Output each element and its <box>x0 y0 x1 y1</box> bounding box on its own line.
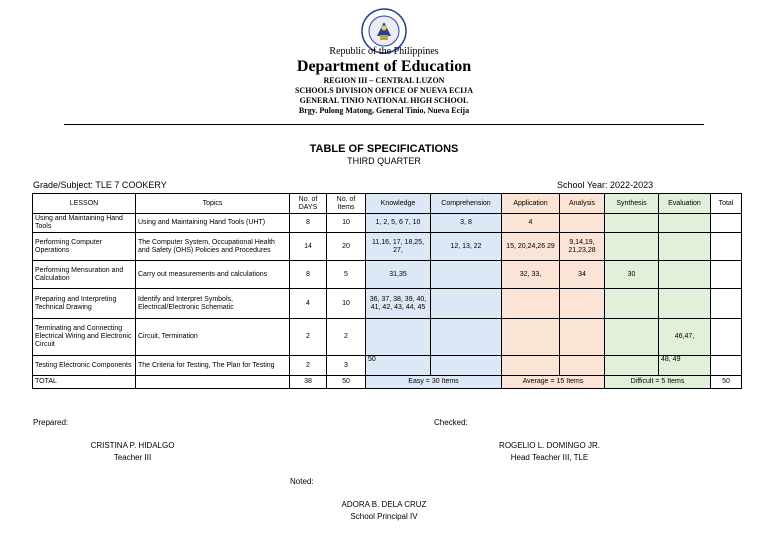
knowledge-cell: 50 <box>366 356 431 376</box>
col-header: Analysis <box>560 194 605 214</box>
checked-title: Head Teacher III, TLE <box>510 453 589 462</box>
easy-summary: Easy = 30 Items <box>366 376 502 389</box>
analysis-cell: 34 <box>560 261 605 289</box>
specifications-table <box>32 193 742 389</box>
col-header: Comprehension <box>431 194 502 214</box>
application-cell: 4 <box>502 214 560 233</box>
total-days: 38 <box>290 376 327 389</box>
days-cell: 8 <box>290 261 327 289</box>
difficult-summary: Difficult = 5 Items <box>605 376 711 389</box>
analysis-cell <box>560 356 605 376</box>
col-header: Synthesis <box>605 194 659 214</box>
comprehension-cell <box>431 356 502 376</box>
synthesis-cell <box>605 356 659 376</box>
topic-cell: The Computer System, Occupational Health and Safety (OHS) Policies and Procedures <box>136 233 290 261</box>
prepared-name: CRISTINA P. HIDALGO <box>90 441 175 450</box>
col-header: Topics <box>136 194 290 214</box>
synthesis-cell <box>605 319 659 356</box>
total-cell <box>711 319 742 356</box>
knowledge-cell: 1, 2, 5, 6 7, 10 <box>366 214 431 233</box>
evaluation-cell <box>659 233 711 261</box>
comprehension-cell: 12, 13, 22 <box>431 233 502 261</box>
days-cell: 4 <box>290 289 327 319</box>
application-cell <box>502 319 560 356</box>
items-cell: 20 <box>327 233 366 261</box>
table-row <box>33 319 742 356</box>
topic-cell: Circuit, Termination <box>136 319 290 356</box>
grand-total: 50 <box>711 376 742 389</box>
checked-name: ROGELIO L. DOMINGO JR. <box>499 441 600 450</box>
school-name: GENERAL TINIO NATIONAL HIGH SCHOOL <box>299 96 469 105</box>
total-row <box>33 376 742 389</box>
total-items: 50 <box>327 376 366 389</box>
evaluation-cell: 48, 49 <box>659 356 711 376</box>
application-cell: 32, 33, <box>502 261 560 289</box>
comprehension-cell: 3, 8 <box>431 214 502 233</box>
col-header: LESSON <box>33 194 136 214</box>
department-title: Department of Education <box>296 58 472 75</box>
analysis-cell <box>560 214 605 233</box>
application-cell <box>502 356 560 376</box>
lesson-cell: Preparing and Interpreting Technical Drawing <box>33 289 136 319</box>
topic-cell: Using and Maintaining Hand Tools (UHT) <box>136 214 290 233</box>
col-header: Knowledge <box>366 194 431 214</box>
total-cell <box>711 289 742 319</box>
checked-label: Checked: <box>434 418 468 427</box>
lesson-cell: Performing Computer Operations <box>33 233 136 261</box>
noted-title: School Principal IV <box>350 512 418 521</box>
table-row <box>33 233 742 261</box>
col-header: No. of DAYS <box>290 194 327 214</box>
republic-line: Republic of the Philippines <box>329 46 439 57</box>
average-summary: Average = 15 Items <box>502 376 605 389</box>
total-cell <box>711 261 742 289</box>
items-cell: 5 <box>327 261 366 289</box>
application-cell: 15, 20,24,26 29 <box>502 233 560 261</box>
knowledge-cell: 11,16, 17, 18,25, 27, <box>366 233 431 261</box>
items-cell: 3 <box>327 356 366 376</box>
total-topic-cell <box>136 376 290 389</box>
school-year: School Year: 2022-2023 <box>557 180 654 190</box>
table-row <box>33 289 742 319</box>
noted-name: ADORA B. DELA CRUZ <box>341 500 427 509</box>
grade-subject: Grade/Subject: TLE 7 COOKERY <box>33 180 167 190</box>
lesson-cell: Using and Maintaining Hand Tools <box>33 214 136 233</box>
prepared-title: Teacher III <box>113 453 152 462</box>
lesson-cell: Terminating and Connecting Electrical Wiring and Electronic Circuit <box>33 319 136 356</box>
col-header: No. of Items <box>327 194 366 214</box>
lesson-cell: Testing Electronic Components <box>33 356 136 376</box>
synthesis-cell <box>605 214 659 233</box>
table-row <box>33 214 742 233</box>
table-row <box>33 356 742 376</box>
header-divider <box>64 124 704 125</box>
division-line: SCHOOLS DIVISION OFFICE OF NUEVA ECIJA <box>294 86 474 95</box>
total-cell <box>711 356 742 376</box>
table-header-row <box>33 194 742 214</box>
application-cell <box>502 289 560 319</box>
items-cell: 2 <box>327 319 366 356</box>
analysis-cell <box>560 289 605 319</box>
total-label: TOTAL <box>33 376 136 389</box>
knowledge-cell: 31,35 <box>366 261 431 289</box>
evaluation-cell <box>659 289 711 319</box>
days-cell: 2 <box>290 356 327 376</box>
knowledge-cell: 36, 37, 38, 39, 40, 41, 42, 43, 44, 45 <box>366 289 431 319</box>
synthesis-cell: 30 <box>605 261 659 289</box>
evaluation-cell: 46,47, <box>659 319 711 356</box>
col-header: Total <box>711 194 742 214</box>
col-header: Application <box>502 194 560 214</box>
days-cell: 14 <box>290 233 327 261</box>
lesson-cell: Performing Mensuration and Calculation <box>33 261 136 289</box>
comprehension-cell <box>431 289 502 319</box>
days-cell: 2 <box>290 319 327 356</box>
prepared-label: Prepared: <box>33 418 69 427</box>
total-cell <box>711 214 742 233</box>
comprehension-cell <box>431 319 502 356</box>
analysis-cell: 9,14,19, 21,23,28 <box>560 233 605 261</box>
days-cell: 8 <box>290 214 327 233</box>
evaluation-cell <box>659 261 711 289</box>
total-cell <box>711 233 742 261</box>
region-line: REGION III – CENTRAL LUZON <box>323 76 445 85</box>
topic-cell: Identify and Interpret Symbols, Electrical/Electronic Schematic <box>136 289 290 319</box>
page-subtitle: THIRD QUARTER <box>347 156 421 166</box>
topic-cell: The Criteria for Testing, The Plan for Testing <box>136 356 290 376</box>
comprehension-cell <box>431 261 502 289</box>
evaluation-cell <box>659 214 711 233</box>
school-address: Brgy. Pulong Matong, General Tinio, Nueva Ecija <box>298 106 470 115</box>
items-cell: 10 <box>327 289 366 319</box>
synthesis-cell <box>605 289 659 319</box>
knowledge-cell <box>366 319 431 356</box>
table-row <box>33 261 742 289</box>
synthesis-cell <box>605 233 659 261</box>
noted-label: Noted: <box>290 477 314 486</box>
items-cell: 10 <box>327 214 366 233</box>
topic-cell: Carry out measurements and calculations <box>136 261 290 289</box>
page-title: TABLE OF SPECIFICATIONS <box>309 143 459 155</box>
analysis-cell <box>560 319 605 356</box>
col-header: Evaluation <box>659 194 711 214</box>
